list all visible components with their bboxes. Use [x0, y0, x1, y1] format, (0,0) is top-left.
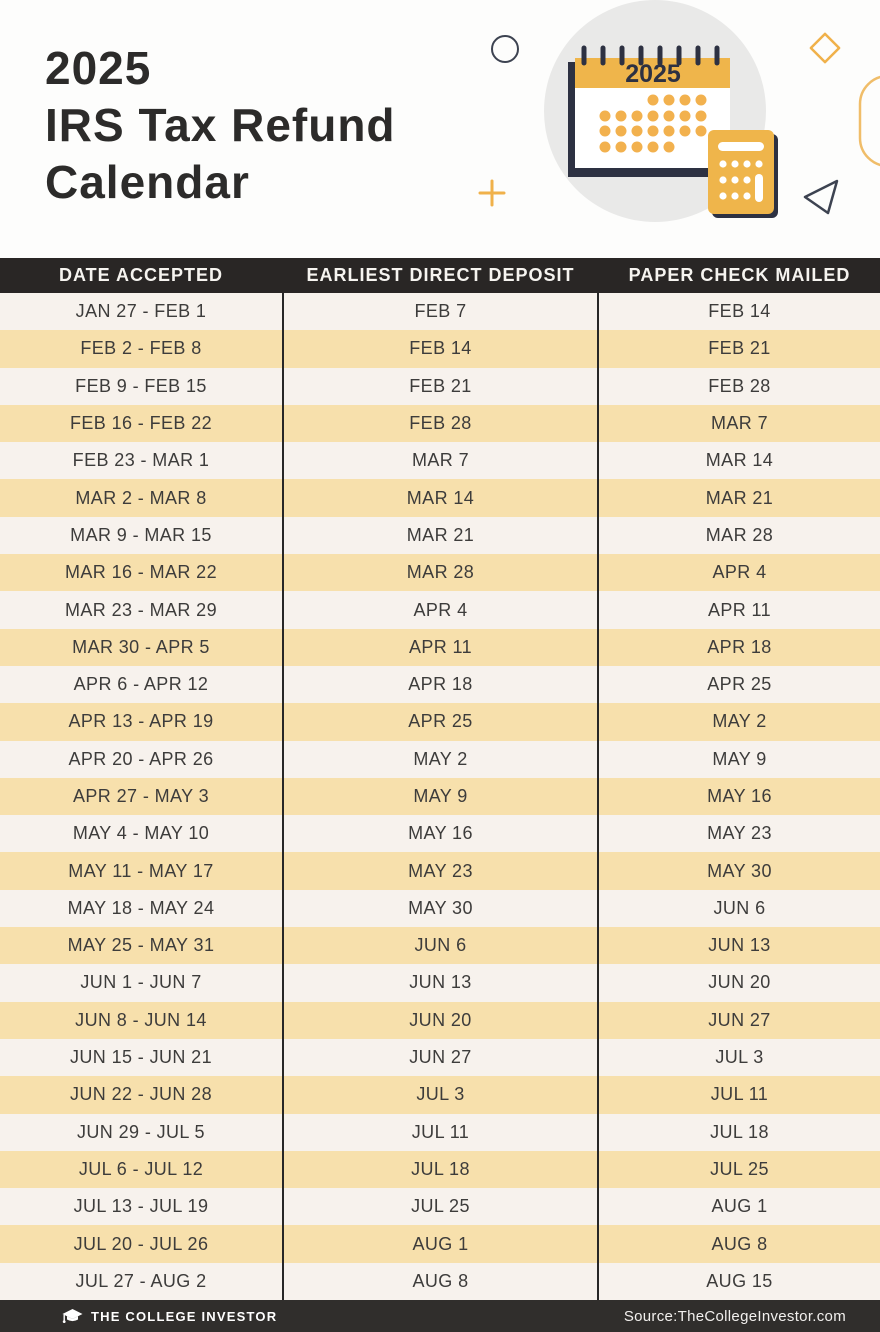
column-header-direct-deposit: EARLIEST DIRECT DEPOSIT	[306, 265, 575, 285]
table-cell: MAY 16	[282, 815, 599, 852]
table-cell: MAR 28	[282, 554, 599, 591]
refund-table	[0, 258, 880, 1300]
table-cell: JUL 6 - JUL 12	[78, 1158, 204, 1179]
brand-lockup	[62, 1308, 277, 1325]
table-row	[0, 479, 880, 516]
table-cell: FEB 21	[708, 338, 771, 359]
table-row	[0, 368, 880, 405]
table-cell: FEB 7	[282, 293, 599, 330]
table-cell: MAY 11 - MAY 17	[68, 860, 214, 881]
table-cell: APR 25	[707, 674, 772, 695]
table-cell: JUL 11	[710, 1084, 769, 1105]
table-cell: JUN 6	[282, 927, 599, 964]
table-row	[0, 405, 880, 442]
table-cell: FEB 16 - FEB 22	[69, 413, 213, 434]
table-cell: MAY 16	[707, 786, 772, 806]
diamond-icon	[811, 34, 839, 62]
table-cell: JUL 20 - JUL 26	[73, 1233, 209, 1254]
table-cell: AUG 1	[711, 1196, 768, 1217]
table-row	[0, 1114, 880, 1151]
table-cell: APR 25	[282, 703, 599, 740]
table-cell: JUN 8 - JUN 14	[75, 1009, 207, 1030]
column-header-paper-check: PAPER CHECK MAILED	[628, 265, 851, 285]
table-cell: APR 18	[707, 636, 772, 657]
table-cell: MAR 21	[705, 487, 774, 508]
hero-section	[0, 0, 880, 258]
table-row	[0, 815, 880, 852]
table-cell: MAY 30	[282, 890, 599, 927]
title-line-main: IRS Tax Refund	[45, 99, 396, 151]
table-cell: FEB 9 - FEB 15	[75, 375, 207, 396]
circle-outline-decoration	[492, 36, 518, 62]
table-cell: APR 18	[282, 666, 599, 703]
table-row	[0, 1151, 880, 1188]
table-cell: MAR 30 - APR 5	[72, 636, 210, 657]
table-row	[0, 330, 880, 367]
table-row	[0, 741, 880, 778]
table-cell: APR 11	[707, 599, 772, 620]
table-cell: JUN 27	[282, 1039, 599, 1076]
table-row	[0, 591, 880, 628]
table-row	[0, 1039, 880, 1076]
table-cell: MAR 16 - MAR 22	[64, 562, 218, 583]
table-cell: MAY 9	[712, 748, 767, 769]
table-row	[0, 1076, 880, 1113]
table-cell: JUN 6	[713, 897, 766, 918]
table-cell: APR 11	[282, 629, 599, 666]
table-cell: JUN 1 - JUN 7	[80, 972, 202, 993]
table-row	[0, 1263, 880, 1300]
table-row	[0, 964, 880, 1001]
table-cell: MAY 30	[707, 860, 772, 881]
table-row	[0, 1002, 880, 1039]
table-cell: FEB 2 - FEB 8	[80, 338, 202, 359]
table-row	[0, 554, 880, 591]
brand-label: THE COLLEGE INVESTOR	[91, 1308, 278, 1324]
source-label: Source:TheCollegeInvestor.com	[623, 1307, 846, 1325]
refund-table-body	[0, 293, 880, 1300]
table-row	[0, 778, 880, 815]
table-row	[0, 442, 880, 479]
table-cell: JUL 25	[282, 1188, 599, 1225]
plus-icon	[480, 181, 504, 205]
table-cell: JUN 20	[282, 1002, 599, 1039]
table-cell: MAY 2	[282, 741, 599, 778]
table-row	[0, 703, 880, 740]
column-header-date-accepted: DATE ACCEPTED	[58, 265, 223, 285]
table-cell: JUN 13	[708, 935, 771, 956]
table-header-row	[0, 258, 880, 293]
table-row	[0, 890, 880, 927]
table-cell: AUG 8	[711, 1233, 768, 1254]
table-cell: MAR 28	[705, 524, 774, 545]
table-cell: MAR 9 - MAR 15	[70, 524, 212, 545]
table-cell: APR 4	[712, 562, 767, 583]
table-cell: AUG 8	[282, 1263, 599, 1300]
table-cell: JUL 18	[710, 1121, 769, 1142]
title-line-sub: Calendar	[45, 156, 250, 208]
table-cell: JUN 15 - JUN 21	[69, 1047, 213, 1068]
table-cell: APR 13 - APR 19	[68, 711, 214, 732]
table-row	[0, 852, 880, 889]
table-cell: FEB 14	[282, 330, 599, 367]
table-cell: MAR 2 - MAR 8	[75, 487, 207, 508]
table-cell: MAR 21	[282, 517, 599, 554]
calculator-icon	[708, 130, 778, 218]
table-cell: FEB 23 - MAR 1	[72, 450, 210, 471]
hero-illustration	[460, 0, 880, 240]
table-cell: JUN 27	[708, 1009, 771, 1030]
table-cell: MAY 23	[282, 852, 599, 889]
table-cell: MAR 23 - MAR 29	[64, 599, 218, 620]
graduation-cap-icon	[62, 1308, 83, 1325]
table-cell: JUN 13	[282, 964, 599, 1001]
table-cell: JUN 22 - JUN 28	[69, 1084, 213, 1105]
table-cell: FEB 14	[708, 301, 771, 322]
table-cell: JUL 27 - AUG 2	[75, 1270, 207, 1291]
table-cell: FEB 28	[282, 405, 599, 442]
table-cell: JUL 13 - JUL 19	[73, 1196, 209, 1217]
table-cell: AUG 15	[706, 1270, 773, 1291]
table-row	[0, 927, 880, 964]
footer-bar	[0, 1300, 880, 1332]
rounded-rect-decoration	[860, 76, 880, 166]
title-line-year: 2025	[45, 42, 152, 94]
calendar-icon	[568, 48, 730, 177]
table-cell: MAY 9	[282, 778, 599, 815]
table-cell: MAY 23	[707, 823, 772, 844]
table-cell: FEB 21	[282, 368, 599, 405]
table-cell: APR 20 - APR 26	[68, 748, 214, 769]
table-cell: MAR 7	[710, 413, 768, 434]
table-cell: MAY 2	[712, 711, 767, 732]
table-cell: MAY 4 - MAY 10	[72, 823, 210, 844]
table-row	[0, 629, 880, 666]
calendar-year-label: 2025	[625, 60, 681, 88]
table-cell: JUL 18	[282, 1151, 599, 1188]
table-row	[0, 666, 880, 703]
table-cell: JUN 29 - JUL 5	[77, 1121, 205, 1142]
table-cell: APR 6 - APR 12	[73, 674, 209, 695]
table-cell: MAR 14	[282, 479, 599, 516]
table-cell: MAR 14	[705, 450, 774, 471]
table-cell: AUG 1	[282, 1225, 599, 1262]
table-row	[0, 1188, 880, 1225]
table-cell: MAY 18 - MAY 24	[67, 897, 215, 918]
table-cell: JUN 20	[708, 972, 771, 993]
table-cell: JUL 3	[715, 1047, 764, 1068]
table-row	[0, 1225, 880, 1262]
table-cell: JUL 25	[710, 1158, 769, 1179]
table-row	[0, 293, 880, 330]
table-cell: JAN 27 - FEB 1	[75, 301, 207, 322]
table-cell: FEB 28	[708, 375, 771, 396]
table-cell: APR 27 - MAY 3	[73, 786, 209, 806]
page-title	[45, 40, 396, 211]
table-cell: MAY 25 - MAY 31	[67, 935, 215, 956]
table-row	[0, 517, 880, 554]
table-cell: JUL 11	[282, 1114, 599, 1151]
table-cell: JUL 3	[282, 1076, 599, 1113]
table-cell: APR 4	[282, 591, 599, 628]
table-cell: MAR 7	[282, 442, 599, 479]
triangle-icon	[805, 181, 837, 213]
